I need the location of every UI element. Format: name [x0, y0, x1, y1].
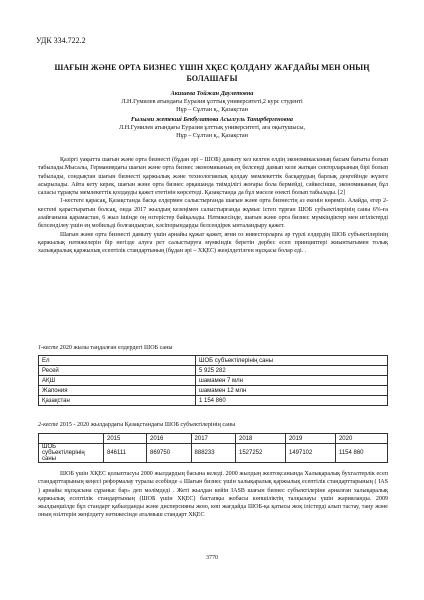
table-kz-sme-by-year: [38, 433, 388, 463]
table-cell: Ресей: [39, 366, 196, 376]
table-row: [39, 376, 388, 386]
table1-caption-text: 2020 жылы таңдалған елдердегі ШОБ саны: [58, 345, 173, 351]
paragraph: ШОБ үшін ХҚЕС қолыптасуы 2000 жылдардың басына келеді. 2000 жылдың желтоқсанында Халықаралық бухгалтерлік есеп стандарттарының кеңесі реформалау туралы есебінде « Шағын бизнес үшін халықаралық қаржылық есептілік стандарттарының ( IAS ) арнайы нұсқасына сұраныс бар» деп мәлімдеді . Жеті жылдан кейін IASB шағын бизнес субъектілеріне арналған халықаралық қаржылық есептілік стандартының (ШОБ үшін ХҚЕС) бастапқы жобасы көпшіліктің талқылауы үшін жарияланды. 2009 жылдыңшілдe бұл стандарт қабылданды және дисперсияны жою, көп жағдайда ШОБ-қа қатысы жоқ ілістерді алып тастау, таңу және оның өзілтерін жеңілдету нәтижесінде аталмыш стандарт ХҚЕС: [38, 471, 388, 519]
author-block: [70, 90, 354, 114]
supervisor-block: [70, 116, 354, 140]
author-name: Акишева Тойжан Даулетовна: [170, 90, 254, 97]
table-row: [39, 444, 388, 463]
table-cell: Ел: [39, 356, 196, 366]
table-cell: 1 154 860: [196, 396, 388, 406]
table-cell: 2020: [335, 434, 387, 444]
paragraph: Қазіргі уақытта шағын және орта бизнесті (бұдан әрі – ШОБ) дамыту кез келген елдің экономикасының басым бағыты болып табылады.Мысалы, Германиядағы шағын және орта бизнес экономиканың ең белсенді дамып келе жатқан секторларының бірі болып табылады, сондықтан шағын бизнесті қаржылық және технологиялық қолдау мемлекеттік басқарудың барлық деңгейінде жүзеге асырылады. Айта кету керек, шағын және орта бизнес әрқашанда тиімділігі жоғары бола бермейді, сәйкесінше, экономиканың бұл саласы тұрақты мемлекеттік қолдауды қажет ететінін көрсетеді. Қазақстанда да бұл мәселе өзекті болып табылады. [2]: [38, 157, 388, 197]
paragraph: 1-кестеге қарасақ, Қазақстанда басқа елдермен салыстырғанда шағын және орта бизнестің аз екенін көреміз. Алайда, егер 2-кестені қарастыратын болсақ, онда 2017 жылдың кезеңімен салыстырғанда жұмыс істеп тұрған ШОБ субъектілерінің саны 6%-ға азайғанына қарамастан, 6 жыл ішінде оң өзгерістер байқалады. Нәтижесінде, шағын және орта бизнес мүмкіндіктер мен игіліктерді белсенділеу үшін ең мобильді болғандықтан, кәсіпорындарды белсендірек ынталандыру қажет.: [38, 198, 388, 230]
table-cell: 1154 860: [335, 444, 387, 463]
supervisor-affiliation: Л.Н.Гумилев атындағы Еуразия ұлттық университеті, аға оқытушысы,: [118, 124, 306, 131]
table-row: [39, 356, 388, 366]
table-header-row: [39, 434, 388, 444]
table2-caption-text: 2015 - 2020 жылдардағы Қазақстандағы ШОБ субъектілерінің саны: [58, 422, 236, 428]
table-cell: [39, 434, 104, 444]
table-row: [39, 366, 388, 376]
table-cell: 869750: [147, 444, 191, 463]
table-cell: 2015: [104, 434, 147, 444]
table-cell: 2019: [285, 434, 335, 444]
udc-code: УДК 334.722.2: [36, 36, 86, 45]
table-cell: 2016: [147, 434, 191, 444]
table-cell: 5 925 282: [196, 366, 388, 376]
table-cell: шамамен 12 млн: [196, 386, 388, 396]
table-cell: Жапония: [39, 386, 196, 396]
article-title: ШАҒЫН ЖӘНЕ ОРТА БИЗНЕС ҮШІН ХҚЕС ҚОЛДАНУ ЖАҒДАЙЫ МЕН ОНЫҢ БОЛАШАҒЫ: [54, 63, 370, 83]
table-cell: 2017: [191, 434, 235, 444]
body-text-continued: [38, 470, 388, 520]
table-row: [39, 386, 388, 396]
paragraph: Шағын және орта бизнесті дамыту үшін арнайы құжат қажет, яғни оз инвесторларға әр түрлі елдердің ШОБ субъектілерінің қаржылық нәтижелерін бір негізде алуға рет салыстыруға мүмкіндік беретін дербес есеп принциптері жиынтығымен толық халықаралық қаржылық есептілік стандартының (бұдан әрі – ХҚЕС) жеңілдетілген нұсқасы болар еді. .: [38, 231, 388, 255]
author-city: Нұр – Сұлтан қ., Қазақстан: [176, 106, 248, 113]
table2-caption: [38, 422, 388, 428]
supervisor-name: Ғылыми жетекші Бекбулатова Асылгуль Танирбергеновна: [131, 116, 293, 123]
table1-caption: [38, 345, 388, 351]
table-cell: 1497102: [285, 444, 335, 463]
body-text: [38, 156, 388, 256]
table-cell: 846111: [104, 444, 147, 463]
table-cell: АҚШ: [39, 376, 196, 386]
table-cell: 1527252: [236, 444, 286, 463]
table-row: [39, 396, 388, 406]
table-cell: Қазақстан: [39, 396, 196, 406]
page-number: 3770: [206, 555, 218, 561]
table-cell: ШОБ субъектілерінің саны: [196, 356, 388, 366]
table-cell: 888233: [191, 444, 235, 463]
author-affiliation: Л.Н.Гумилев атындағы Еуразия ұлттық университеті,2 курс студенті: [121, 98, 303, 105]
table1-caption-label: 1-кесте: [38, 345, 59, 351]
table-cell: шамамен 7 млн: [196, 376, 388, 386]
table-cell: ШОБ субъектілерінің саны: [39, 444, 104, 463]
table2-caption-label: 2-кесте: [38, 422, 59, 428]
table-cell: 2018: [236, 434, 286, 444]
supervisor-city: Нұр – Сұлтан қ., Қазақстан: [176, 132, 248, 139]
table-countries-sme: [38, 355, 388, 406]
